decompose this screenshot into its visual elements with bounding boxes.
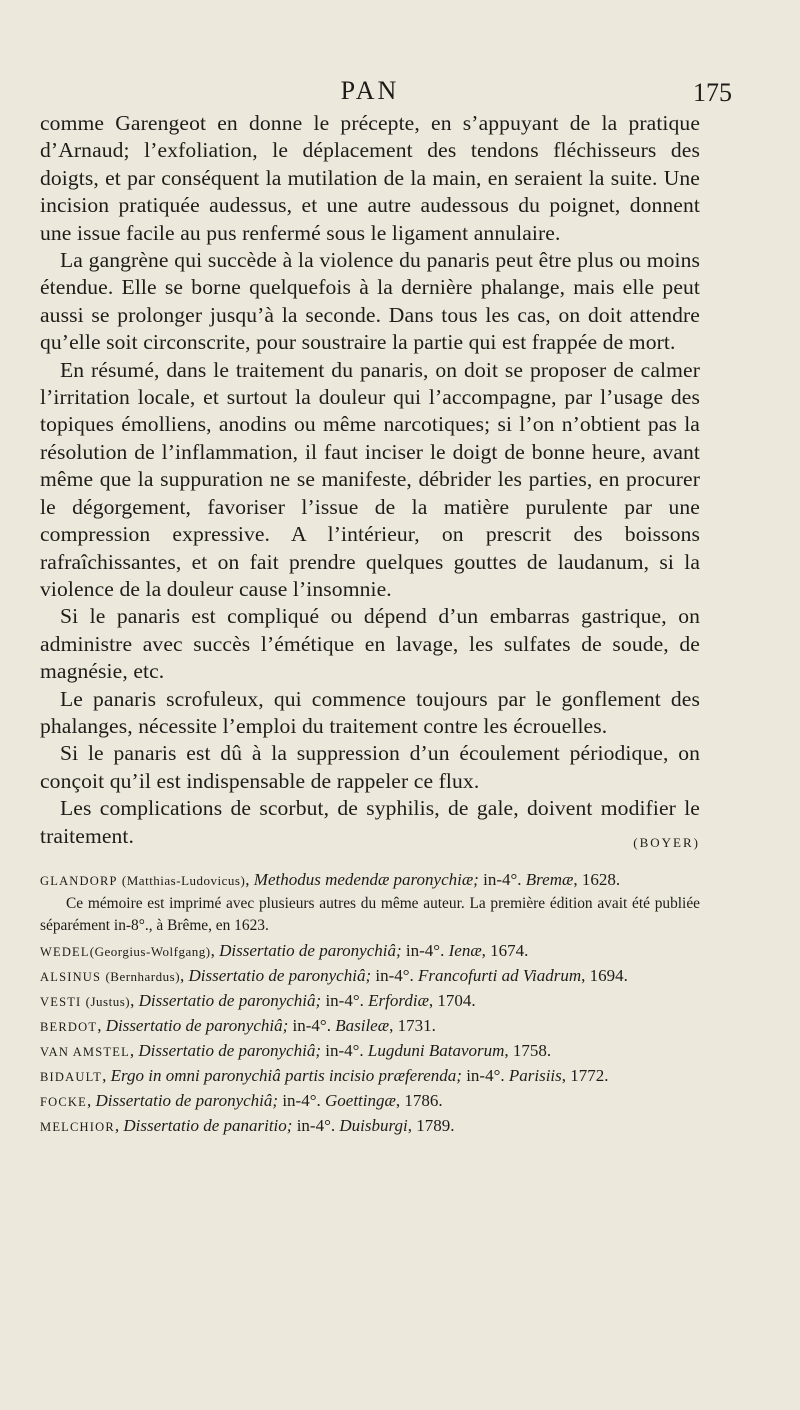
- paragraph: comme Garengeot en donne le précepte, en s’appuyant de la pratique d’Arnaud; l’exfoliation, le déplacement des tendons fléchisseurs des doigts, et par conséquent la mutilation de la main, en seraient la suite. Une incision pratiquée audessus, et une autre audessous du poignet, donnent une issue facile au pus renfermé sous le ligament annulaire.: [40, 111, 700, 245]
- paragraph: Si le panaris est compliqué ou dépend d’un embarras gastrique, on administre avec succès l’émétique en lavage, les sulfates de soude, de magnésie, etc.: [40, 604, 700, 684]
- paragraph-text: Les complications de scorbut, de syphilis, de gale, doivent modifier le traitement.: [40, 796, 700, 848]
- paragraph: En résumé, dans le traitement du panaris, on doit se proposer de calmer l’irritation locale, et surtout la douleur qui l’accompagne, par l’usage des topiques émolliens, anodins ou même narcotiques; si l’on n’obtient pas la résolution de l’inflammation, il faut inciser le doigt de bonne heure, avant même que la suppuration ne se manifeste, débrider les parties, en procurer le dégorgement, favoriser l’issue de la matière purulente par une compression expressive. A l’intérieur, on prescrit des boissons rafraîchissantes, et on fait prendre quelques gouttes de laudanum, si la violence de la douleur cause l’insomnie.: [40, 357, 700, 601]
- page-number: 175: [693, 78, 732, 107]
- author-signature: (BOYER): [633, 834, 700, 850]
- bibliography-note: Ce mémoire est imprimé avec plusieurs autres du même auteur. La première édition avait été publiée séparément in-8°., à Brême, en 1623.: [40, 894, 700, 934]
- running-head: [40, 76, 732, 110]
- bibliography-entry: WEDEL(Georgius-Wolfgang), Dissertatio de paronychiâ; in-4°. Ienæ, 1674.: [40, 940, 529, 960]
- book-page: [40, 76, 732, 1139]
- bibliography-entry: VAN AMSTEL, Dissertatio de paronychiâ; in-4°. Lugduni Batavorum, 1758.: [40, 1040, 552, 1060]
- bibliography-entry: BERDOT, Dissertatio de paronychiâ; in-4°. Basileæ, 1731.: [40, 1015, 436, 1035]
- paragraph: La gangrène qui succède à la violence du panaris peut être plus ou moins étendue. Elle se borne quelquefois à la dernière phalange, mais elle peut aussi se prolonger jusqu’à la seconde. Dans tous les cas, on doit attendre qu’elle soit circonscrite, pour soustraire la partie qui est frappée de mort.: [40, 248, 700, 355]
- bibliography-entry: GLANDORP (Matthias-Ludovicus), Methodus medendæ paronychiæ; in-4°. Bremæ, 1628.: [40, 869, 621, 889]
- main-text: [40, 110, 700, 850]
- paragraph: Si le panaris est dû à la suppression d’un écoulement périodique, on conçoit qu’il est indispensable de rappeler ce flux.: [40, 741, 700, 793]
- paragraph: Le panaris scrofuleux, qui commence toujours par le gonflement des phalanges, nécessite l’emploi du traitement contre les écrouelles.: [40, 686, 700, 738]
- bibliography-entry: MELCHIOR, Dissertatio de panaritio; in-4°. Duisburgi, 1789.: [40, 1115, 455, 1135]
- bibliography-entry: ALSINUS (Bernhardus), Dissertatio de paronychiâ; in-4°. Francofurti ad Viadrum, 1694.: [40, 965, 628, 985]
- bibliography-entry: FOCKE, Dissertatio de paronychiâ; in-4°. Goettingæ, 1786.: [40, 1090, 443, 1110]
- bibliography: [40, 868, 700, 1139]
- running-title: PAN: [340, 76, 400, 105]
- bibliography-entry: VESTI (Justus), Dissertatio de paronychiâ; in-4°. Erfordiæ, 1704.: [40, 990, 476, 1010]
- paragraph-last: [40, 795, 700, 850]
- bibliography-entry: BIDAULT, Ergo in omni paronychiâ partis incisio præferenda; in-4°. Parisiis, 1772.: [40, 1065, 609, 1085]
